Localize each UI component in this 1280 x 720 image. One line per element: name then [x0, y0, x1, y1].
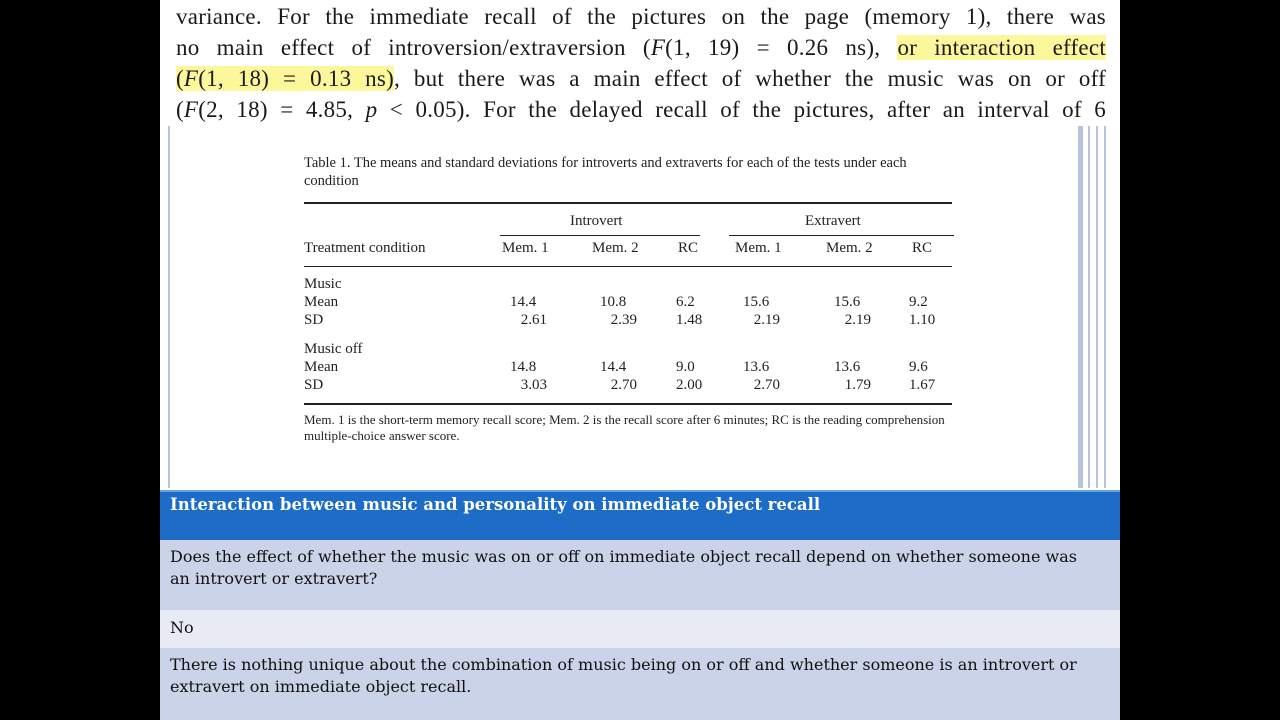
- table-cell: 2.70: [753, 377, 780, 393]
- table-rule-bottom: [304, 403, 952, 405]
- table-cell: 9.2: [909, 294, 928, 310]
- table-cell: 9.6: [909, 359, 928, 375]
- f-stat-music: (2, 18) = 4.85,: [198, 97, 366, 122]
- answer-text: No: [170, 618, 194, 637]
- table-cell: 6.2: [676, 294, 695, 310]
- table-cell: 9.0: [676, 359, 695, 375]
- highlighted-text: or interaction effect: [897, 35, 1106, 60]
- table-cell: 2.19: [844, 312, 871, 328]
- table-cell: 1.48: [676, 312, 703, 328]
- table-rule-header: [304, 266, 952, 267]
- row-group-label: Music: [304, 276, 342, 292]
- table-cell: 14.4: [510, 294, 537, 310]
- frame-divider: [1104, 126, 1106, 488]
- row-label: SD: [304, 377, 324, 393]
- row-group-label: Music off: [304, 341, 363, 357]
- group-header-introvert: Introvert: [570, 213, 623, 229]
- paper-line-1: variance. For the immediate recall of the pictures on the page (memory 1), there was: [176, 4, 1106, 29]
- table-cell: 13.6: [834, 359, 861, 375]
- column-header: Mem. 1: [502, 240, 549, 256]
- column-header: Mem. 1: [735, 240, 782, 256]
- slide-viewport: [160, 0, 1120, 720]
- paper-line-3: [176, 63, 1106, 94]
- table-cell: 13.6: [743, 359, 770, 375]
- table-cell: 14.8: [510, 359, 537, 375]
- paper-line-2-text: no main effect of introversion/extraversion (: [176, 35, 651, 60]
- table-caption: Table 1. The means and standard deviations for introverts and extraverts for each of the tests under each condition: [304, 155, 907, 189]
- column-header: Mem. 2: [826, 240, 873, 256]
- f-stat-interaction: (1, 18) = 0.13 ns): [198, 66, 395, 91]
- question-panel: [160, 540, 1120, 610]
- highlighted-stat: [176, 66, 394, 91]
- slide-title: Interaction between music and personality on immediate object recall: [170, 495, 821, 514]
- f-symbol: F: [183, 97, 199, 122]
- column-header: RC: [912, 240, 933, 256]
- paper-line-3-text: , but there was a main effect of whether the music was on or off: [394, 66, 1106, 91]
- table-cell: 2.19: [753, 312, 780, 328]
- question-text: Does the effect of whether the music was on or off on immediate object recall depend on whether someone was an introvert or extravert?: [170, 547, 1077, 588]
- table-cell: 3.03: [520, 377, 547, 393]
- table-image-region: [160, 126, 1120, 488]
- table-rule-top: [304, 202, 952, 204]
- row-label: SD: [304, 312, 324, 328]
- explanation-panel: [160, 648, 1120, 720]
- paper-line-4-text: < 0.05). For the delayed recall of the pictures, after an interval of 6: [377, 97, 1106, 122]
- frame-divider: [1088, 126, 1090, 488]
- slide-header-bar: [160, 490, 1120, 540]
- table-cell: 14.4: [600, 359, 627, 375]
- paren-open: (: [176, 97, 184, 122]
- f-stat-introversion: (1, 19) = 0.26 ns),: [665, 35, 898, 60]
- data-table: [304, 154, 952, 443]
- paper-line-2: [176, 32, 1106, 63]
- row-label: Mean: [304, 294, 339, 310]
- paper-text-excerpt: [160, 0, 1120, 124]
- table-cell: 2.61: [520, 312, 547, 328]
- table-footnote: Mem. 1 is the short-term memory recall score; Mem. 2 is the recall score after 6 minutes; RC is the reading comprehension multiple-choice answer score.: [304, 412, 945, 443]
- paren-open: (: [176, 66, 184, 91]
- table-cell: 2.39: [610, 312, 637, 328]
- column-header: Mem. 2: [592, 240, 639, 256]
- frame-divider: [1096, 126, 1098, 488]
- table-cell: 15.6: [834, 294, 861, 310]
- group-rule-introvert: [500, 235, 700, 236]
- table-cell: 1.79: [844, 377, 871, 393]
- table-cell: 15.6: [743, 294, 770, 310]
- paper-line-4: [176, 94, 1106, 125]
- p-symbol: p: [365, 97, 378, 122]
- table-cell: 2.00: [676, 377, 703, 393]
- table-cell: 1.10: [909, 312, 936, 328]
- frame-divider: [168, 126, 170, 488]
- frame-divider: [1078, 126, 1083, 488]
- row-label: Mean: [304, 359, 339, 375]
- column-header-condition: Treatment condition: [304, 240, 426, 256]
- table-cell: 2.70: [610, 377, 637, 393]
- answer-panel: [160, 610, 1120, 648]
- f-symbol: F: [183, 66, 199, 91]
- column-header: RC: [678, 240, 699, 256]
- explanation-text: There is nothing unique about the combination of music being on or off and whether someone is an introvert or extravert on immediate object recall.: [170, 655, 1077, 696]
- table-cell: 1.67: [909, 377, 936, 393]
- table-cell: 10.8: [600, 294, 627, 310]
- group-header-extravert: Extravert: [805, 213, 861, 229]
- f-symbol: F: [650, 35, 666, 60]
- group-rule-extravert: [729, 235, 954, 236]
